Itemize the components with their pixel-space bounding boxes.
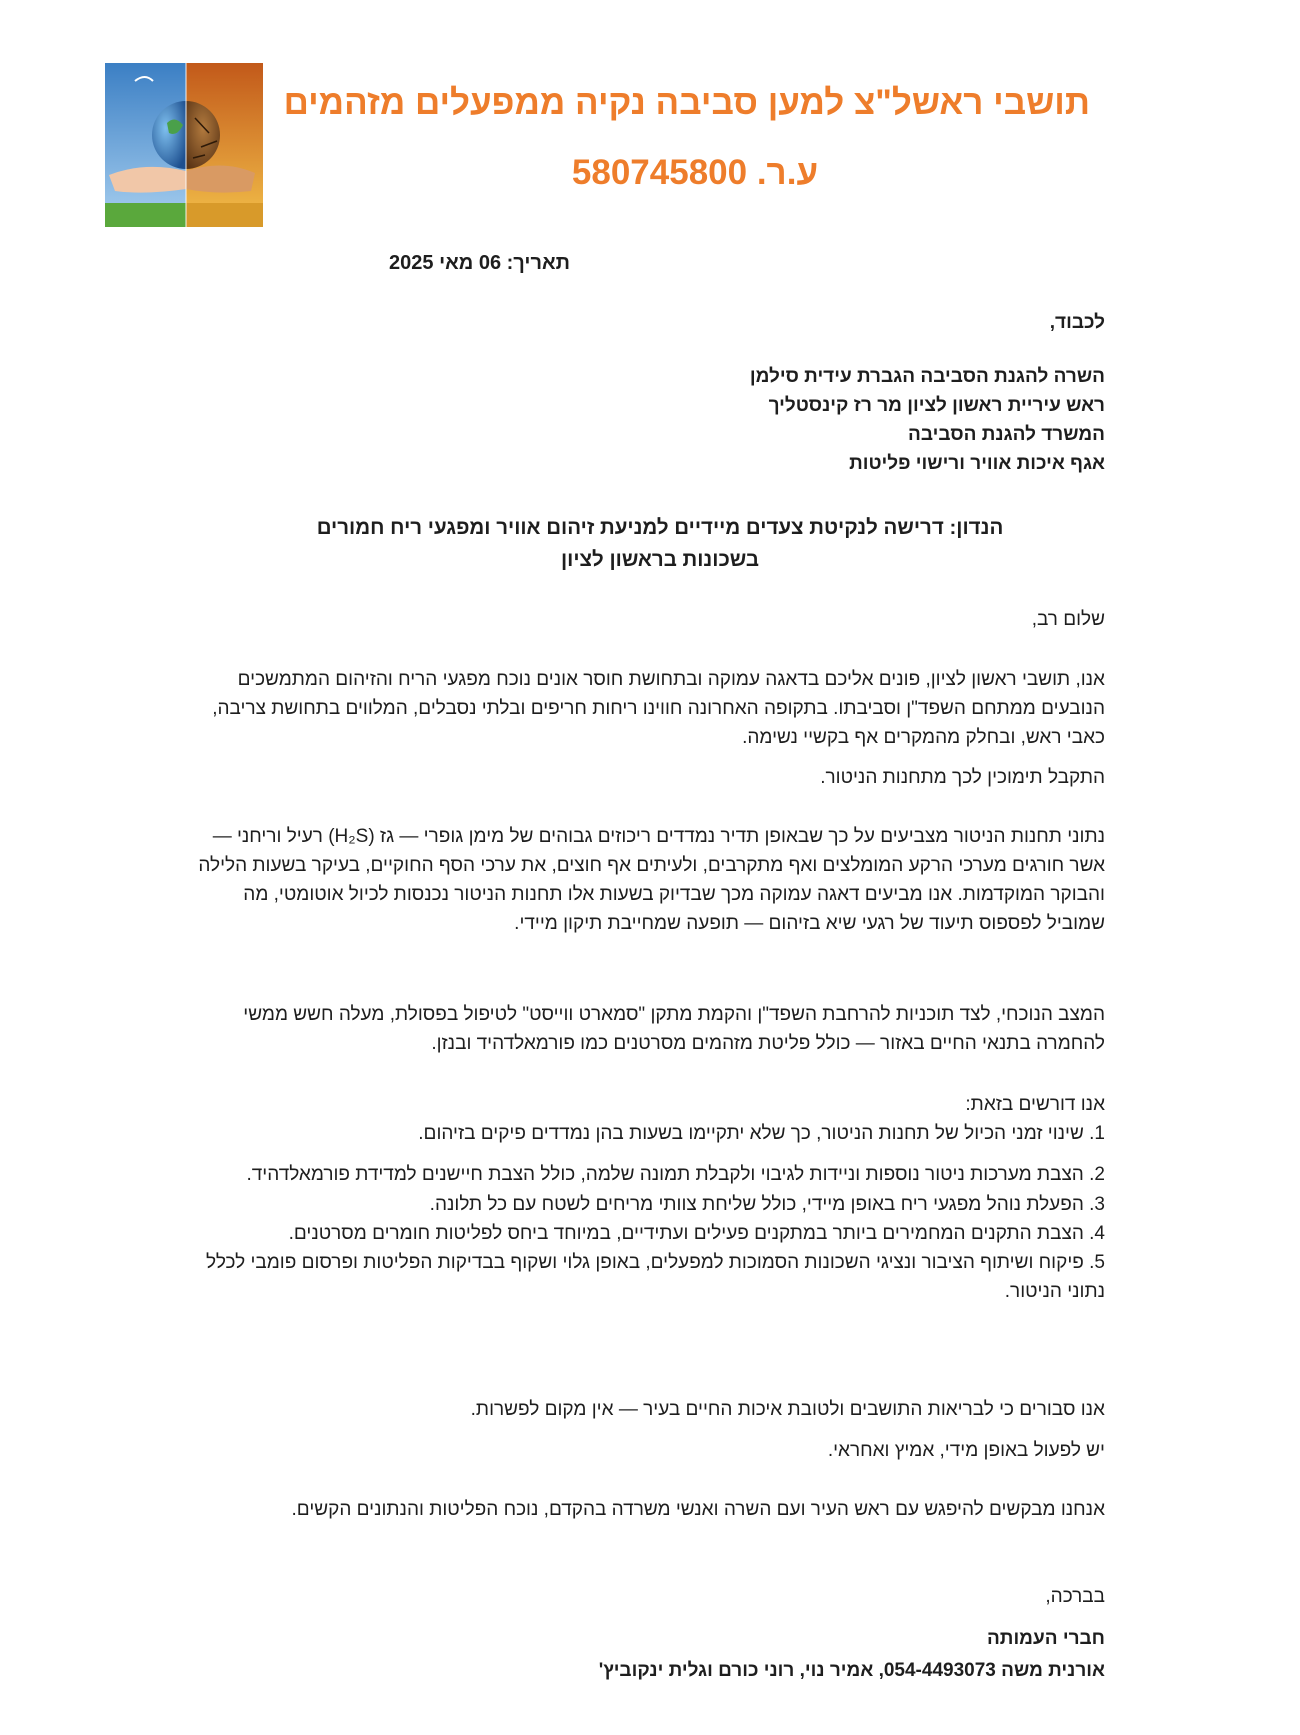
closing-statement: אנו סבורים כי לבריאות התושבים ולטובת איכות החיים בעיר — אין מקום לפשרות.: [470, 1399, 1105, 1420]
signature-organization: חברי העמותה: [986, 1628, 1105, 1649]
recipient-line: ראש עיריית ראשון לציון מר רז קינסטליך: [768, 395, 1105, 416]
signature-names: אורנית משה 054-4493073, אמיר נוי, רוני כורם וגלית ינקוביץ': [598, 1660, 1105, 1681]
salutation: שלום רב,: [1031, 609, 1105, 630]
subject-line: בשכונות בראשון לציון: [560, 548, 760, 571]
subject-heading: [190, 512, 1130, 576]
recipient-line: המשרד להגנת הסביבה: [907, 424, 1105, 445]
demand-item: 5. פיקוח ושיתוף הציבור ונציגי השכונות הסמוכות למפעלים, באופן גלוי ושקוף בבדיקות הפליטות ופרסום פומבי לכלל נתוני הניטור.: [205, 1252, 1105, 1302]
demands-intro: אנו דורשים בזאת:: [965, 1094, 1105, 1115]
closing-call-to-action: יש לפעול באופן מידי, אמיץ ואחראי.: [827, 1440, 1105, 1461]
paragraph-monitoring: נתוני תחנות הניטור מצביעים על כך שבאופן תדיר נמדדים ריכוזים גבוהים של מימן גופרי — גז (H₂S) רעיל וריחני — אשר חורגים מערכי הרקע המומלצים ואף מתקרבים, ולעיתים אף חוצים, את ערכי הסף החוקיים, בעיקר בשעות הלילה והבוקר המוקדמות. אנו מביעים דאגה עמוקה מכך שבדיוק בשעות אלו תחנות הניטור נכנסות לכיול אוטומטי, מה שמוביל לפספוס תיעוד של רגעי שיא בזיהום — תופעה שמחייבת תיקון מיידי.: [198, 826, 1105, 934]
demand-item: 4. הצבת התקנים המחמירים ביותר במתקנים פעילים ועתידיים, במיוחד ביחס לפליטות חומרים מסרטנים.: [288, 1223, 1105, 1244]
logo-image: [105, 63, 263, 227]
earth-in-hands-logo: [105, 63, 263, 227]
addressee-greeting: לכבוד,: [1049, 312, 1105, 333]
paragraph-support: התקבל תימוכין לכך מתחנות הניטור.: [820, 767, 1105, 788]
meeting-request: אנחנו מבקשים להיפגש עם ראש העיר ועם השרה ואנשי משרדה בהקדם, נוכח הפליטות והנתונים הקשים.: [291, 1499, 1105, 1520]
paragraph-intro: אנו, תושבי ראשון לציון, פונים אליכם בדאגה עמוקה ובתחושת חוסר אונים נוכח מפגעי הריח והזיהום המתמשכים הנובעים ממתחם השפד"ן וסביבתו. בתקופה האחרונה חווינו ריחות חריפים ובלתי נסבלים, המלווים בתחושת צריבה, כאבי ראש, ובחלק מהמקרים אף בקשיי נשימה.: [212, 669, 1105, 748]
paragraph-current-state: המצב הנוכחי, לצד תוכניות להרחבת השפד"ן והקמת מתקן "סמארט ווייסט" לטיפול בפסולת, מעלה חשש ממשי להחמרה בתנאי החיים באזור — כולל פליטת מזהמים מסרטנים כמו פורמאלדהיד ובנזן.: [243, 1004, 1105, 1054]
subject-line: הנדון: דרישה לנקיטת צעדים מיידיים למניעת זיהום אוויר ומפגעי ריח חמורים: [316, 516, 1004, 539]
letter-date: תאריך: 06 מאי 2025: [389, 252, 570, 274]
recipients-block: [195, 362, 1105, 478]
recipient-line: אגף איכות אוויר ורישוי פליטות: [849, 453, 1105, 474]
recipient-line: השרה להגנת הסביבה הגברת עידית סילמן: [749, 366, 1105, 387]
demand-item: 3. הפעלת נוהל מפגעי ריח באופן מיידי, כולל שליחת צוותי מריחים לשטח עם כל תלונה.: [429, 1194, 1105, 1215]
demands-list: [195, 1119, 1105, 1306]
demand-item: 1. שינוי זמני הכיול של תחנות הניטור, כך שלא יתקיימו בשעות בהן נמדדים פיקים בזיהום.: [418, 1123, 1105, 1144]
demand-item: 2. הצבת מערכות ניטור נוספות וניידות לגיבוי ולקבלת תמונה שלמה, כולל הצבת חיישנים למדידת פורמאלדהיד.: [246, 1164, 1105, 1185]
organization-registration-number: ע.ר. 580745800: [571, 153, 819, 192]
organization-name: תושבי ראשל"צ למען סביבה נקיה ממפעלים מזהמים: [283, 83, 1090, 122]
signature-regards: בברכה,: [1045, 1586, 1105, 1607]
